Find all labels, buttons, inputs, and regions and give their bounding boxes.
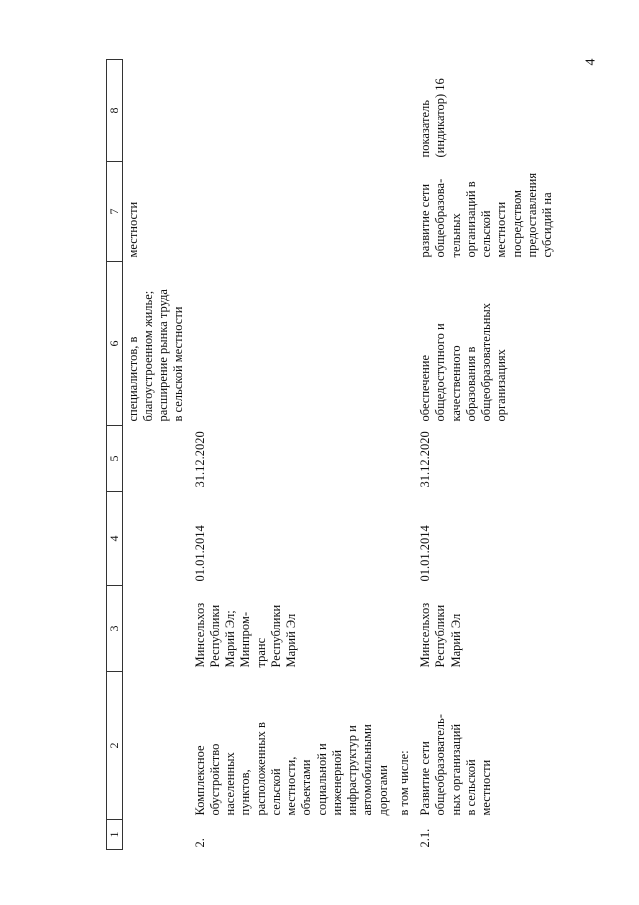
header-col-1: 1 [107, 820, 123, 850]
row-2-start-date: 01.01.2014 [192, 525, 207, 582]
row-2-1-number: 2.1. [418, 828, 433, 848]
row-2-end-date: 31.12.2020 [192, 431, 207, 488]
row-2-1-executor: Минсельхоз Республики Марий Эл [418, 602, 463, 668]
table-row-2 [190, 60, 394, 850]
continuation-row [122, 60, 190, 850]
row-2-1-end-date: 31.12.2020 [418, 431, 433, 488]
including-label: в том числе: [396, 750, 411, 816]
header-col-3: 3 [107, 586, 123, 672]
including-row [394, 60, 415, 850]
cont-result-cell: специалистов, в благоустроенном жилье; расширение рынка труда в сельской местности [125, 289, 186, 422]
row-2-1-result: обеспечение общедоступного и качественного образования в общеобразовательных организациях [418, 302, 509, 422]
header-col-5: 5 [107, 426, 123, 492]
program-table [106, 59, 558, 850]
row-2-name: Комплексное обустройство населенных пунктов, расположенных в сельской местности, объектами социальной и инженерной инфраструктур и автомобильными дорогами [192, 722, 390, 816]
row-2-1-consequence: развитие сети общеобразова- тельных организаций в сельской местности посредством предоставления субсидий на [418, 172, 555, 258]
header-row [107, 60, 123, 850]
row-2-executor: Минсельхоз Республики Марий Эл; Минпром- транс Республики Марий Эл [192, 602, 299, 668]
cont-consequence-cell: местности [125, 201, 140, 258]
page-number: 4 [583, 58, 599, 66]
row-2-1-name: Развитие сети общеобразователь- ных организаций в сельской местности [418, 714, 494, 816]
row-2-1-indicator: показатель (индикатор) 16 [418, 78, 448, 158]
table-row-2-1 [415, 60, 558, 850]
header-col-6: 6 [107, 262, 123, 426]
row-2-number: 2. [192, 838, 207, 848]
rotated-table-container [106, 60, 596, 850]
header-col-8: 8 [107, 60, 123, 162]
row-2-1-start-date: 01.01.2014 [418, 525, 433, 582]
header-col-4: 4 [107, 492, 123, 586]
header-col-7: 7 [107, 162, 123, 262]
header-col-2: 2 [107, 672, 123, 820]
